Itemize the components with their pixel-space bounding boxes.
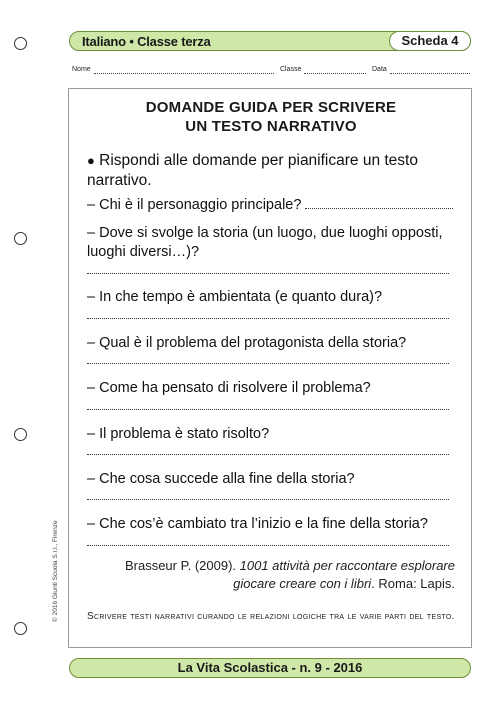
question-text: – Il problema è stato risolto? (87, 426, 270, 442)
answer-line[interactable] (87, 318, 449, 319)
classe-field[interactable] (304, 73, 366, 74)
data-label: Data (372, 66, 387, 73)
scheda-badge: Scheda 4 (389, 31, 471, 51)
worksheet-title-line1: DOMANDE GUIDA PER SCRIVERE (145, 99, 397, 116)
citation (109, 557, 455, 593)
binder-hole (14, 37, 27, 50)
binder-hole (14, 622, 27, 635)
answer-line[interactable] (87, 499, 449, 500)
question-text: – Che cosa succede alla fine della storia? (87, 471, 355, 487)
question-text: – Chi è il personaggio principale? (87, 197, 302, 213)
question-text: – Come ha pensato di risolvere il problema? (87, 380, 371, 396)
question-6 (87, 425, 459, 444)
question-3 (87, 288, 459, 307)
footer-bar: La Vita Scolastica - n. 9 - 2016 (69, 658, 471, 678)
answer-line[interactable] (87, 273, 449, 274)
instruction (87, 151, 457, 191)
question-text: – Dove si svolge la storia (un luogo, due luoghi opposti, luoghi diversi…)? (87, 225, 443, 260)
question-text: – Che cos’è cambiato tra l’inizio e la fine della storia? (87, 516, 428, 532)
copyright-notice: © 2016 Giunti Scuola S.r.l., Firenze (52, 520, 59, 622)
question-1 (87, 196, 459, 215)
instruction-text: Rispondi alle domande per pianificare un testo narrativo. (87, 152, 418, 189)
question-text: – Qual è il problema del protagonista della storia? (87, 335, 407, 351)
worksheet-box (68, 88, 472, 648)
question-4 (87, 334, 459, 353)
answer-line[interactable] (87, 545, 449, 546)
question-7 (87, 470, 459, 489)
bullet-icon: ● (87, 153, 95, 168)
data-field[interactable] (390, 73, 470, 74)
nome-field[interactable] (94, 73, 274, 74)
binder-hole (14, 232, 27, 245)
binder-hole (14, 428, 27, 441)
classe-label: Classe (280, 66, 302, 73)
answer-line[interactable] (305, 208, 453, 209)
question-8 (87, 515, 459, 534)
learning-objective: Scrivere testi narrativi curando le relazioni logiche tra le varie parti del testo. (87, 611, 455, 622)
answer-line[interactable] (87, 454, 449, 455)
citation-publisher: . Roma: Lapis. (371, 576, 455, 591)
answer-line[interactable] (87, 409, 449, 410)
subject-label: Italiano • Classe terza (82, 34, 211, 49)
nome-label: Nome (72, 66, 91, 73)
question-2 (87, 224, 459, 262)
header-bar (69, 31, 471, 51)
question-text: – In che tempo è ambientata (e quanto dura)? (87, 289, 383, 305)
citation-title: 1001 attività per raccontare esplorare giocare creare con i libri (233, 558, 455, 591)
question-5 (87, 379, 459, 398)
citation-author: Brasseur P. (2009). (124, 558, 237, 573)
worksheet-title-line2: UN TESTO NARRATIVO (185, 118, 357, 135)
answer-line[interactable] (87, 363, 449, 364)
